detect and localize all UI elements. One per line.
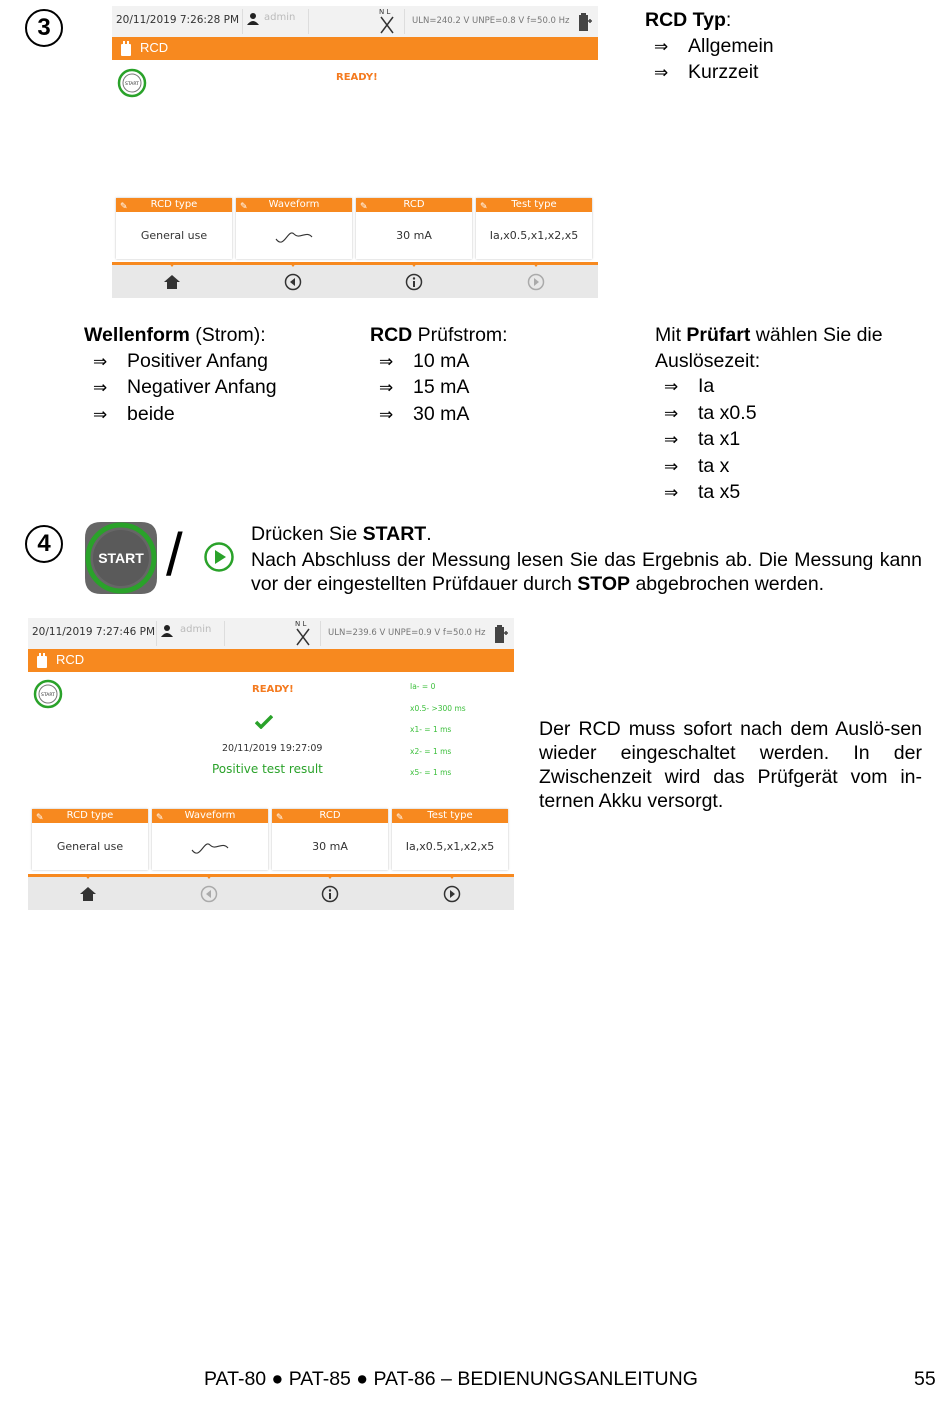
ready-status: READY! [252,684,294,695]
implies-arrow-icon: ⇒ [654,63,669,83]
tick-marker [410,262,418,267]
list-item: ta x5 [698,481,741,503]
implies-arrow-icon: ⇒ [664,456,679,477]
plug-icon [36,652,48,669]
edit-icon: ✎ [360,202,368,212]
start-button-label: START [98,550,144,566]
test-type-section [655,323,940,507]
datetime: 20/11/2019 7:27:46 PM [32,626,156,638]
start-keyword: START [362,523,427,545]
bottom-toolbar [112,262,598,298]
tile-value: 30 mA [312,840,348,853]
stop-keyword: STOP [577,572,631,595]
implies-arrow-icon: ⇒ [664,483,679,503]
list-item: Allgemein [688,34,774,57]
tile-header: Waveform [184,810,236,821]
tile-test-type[interactable] [476,198,592,259]
tile-test-type[interactable] [392,809,508,870]
tile-rcd-type[interactable] [32,809,148,870]
voltage-readout: ULN=240.2 V UNPE=0.8 V f=50.0 Hz [412,16,570,26]
start-icon-label: START [125,82,139,87]
info-icon[interactable] [321,885,339,903]
tick-marker [448,874,456,879]
divider [404,9,405,34]
implies-arrow-icon: ⇒ [379,378,394,398]
implies-arrow-icon: ⇒ [664,403,679,424]
tile-waveform[interactable] [152,809,268,870]
play-icon[interactable] [203,541,235,573]
result-date: 20/11/2019 19:27:09 [222,743,323,754]
text: abgebrochen werden. [630,572,825,595]
divider [308,9,309,34]
edit-icon: ✎ [36,813,44,823]
divider [224,621,225,646]
title-bar [28,649,514,672]
tick-marker [289,262,297,267]
result-line: x5- = 1 ms [410,768,452,777]
tile-header: RCD [403,199,425,210]
back-icon[interactable] [200,885,218,903]
page-number: 55 [914,1368,936,1390]
waveform-title: Wellenform [84,324,190,346]
plug-icon [120,40,132,57]
sine-wave-icon [274,226,314,246]
list-item: 30 mA [413,402,470,425]
start-icon-label: START [41,693,55,698]
text: Drücken Sie [251,523,363,545]
waveform-section [84,323,344,428]
test-current-title: RCD [370,324,413,346]
back-icon[interactable] [284,273,302,291]
user-icon [246,12,260,26]
nl-label: N L [379,8,391,16]
implies-arrow-icon: ⇒ [664,377,679,397]
text: Auslösezeit: [655,349,761,372]
result-line: x2- = 1 ms [410,747,452,756]
status-bar [28,618,514,649]
tile-value: General use [56,840,124,853]
sine-wave-icon [190,837,230,857]
edit-icon: ✎ [396,813,404,823]
implies-arrow-icon: ⇒ [93,378,108,398]
tile-rcd[interactable] [272,809,388,870]
tile-value: Ia,x0.5,x1,x2,x5 [489,229,579,242]
edit-icon: ✎ [120,202,128,212]
battery-note: Der RCD muss sofort nach dem Auslö-sen wieder eingeschaltet werden. In der Zwischenzeit wird das Prüfgerät vom in-ternen Akku versorgt. [539,718,922,812]
battery-plug-icon [577,11,593,33]
start-icon[interactable] [33,679,63,709]
text: Mit [655,324,687,346]
implies-arrow-icon: ⇒ [93,404,108,425]
forward-icon[interactable] [443,885,461,903]
footer-title: PAT-80 ● PAT-85 ● PAT-86 – BEDIENUNGSANLEITUNG [204,1368,698,1390]
edit-icon: ✎ [480,202,488,212]
screen-title: RCD [56,652,85,667]
result-line: Ia- = 0 [410,682,436,691]
tick-marker [168,262,176,267]
implies-arrow-icon: ⇒ [664,430,679,450]
step-3-number: 3 [25,9,63,47]
tile-waveform[interactable] [236,198,352,259]
rcd-type-section [645,8,945,87]
divider [320,621,321,646]
list-item: ta x0.5 [698,401,757,424]
n-l-connection-icon [376,6,398,37]
text: wählen Sie die [750,324,883,346]
tick-marker [84,874,92,879]
implies-arrow-icon: ⇒ [654,36,669,57]
nl-label: N L [295,620,307,628]
tick-marker [326,874,334,879]
tick-marker [205,874,213,879]
tile-header: RCD type [66,810,114,821]
implies-arrow-icon: ⇒ [93,351,108,372]
slash-separator: / [166,521,183,588]
ready-status: READY! [336,72,378,83]
list-item: Kurzzeit [688,61,759,83]
colon: : [725,9,732,31]
result-line: x1- = 1 ms [410,725,452,734]
user-name: admin [180,624,212,635]
implies-arrow-icon: ⇒ [379,404,394,425]
check-icon [255,715,273,729]
device-screen-step3 [112,6,598,298]
tile-header: Test type [511,199,557,210]
tile-value: 30 mA [396,229,432,242]
list-item: 15 mA [413,376,470,398]
start-button-icon[interactable] [83,520,159,596]
battery-plug-icon [493,623,509,645]
list-item: ta x [698,454,730,477]
edit-icon: ✎ [156,813,164,823]
user-icon [160,624,174,638]
test-type-title: Prüfart [686,324,751,346]
list-item: beide [127,402,175,425]
step-4-number: 4 [25,525,63,563]
tile-value: Ia,x0.5,x1,x2,x5 [405,840,495,853]
step4-instructions [251,522,922,596]
tile-rcd-type[interactable] [116,198,232,259]
test-current-subtitle: Prüfstrom: [412,324,508,346]
datetime: 20/11/2019 7:26:28 PM [116,14,240,26]
test-current-section [370,323,620,428]
divider [156,621,157,646]
result-line: x0.5- >300 ms [410,704,466,713]
tile-rcd[interactable] [356,198,472,259]
list-item: Negativer Anfang [127,376,277,398]
tile-header: RCD [319,810,341,821]
edit-icon: ✎ [240,202,248,212]
tile-header: Test type [427,810,473,821]
waveform-subtitle: (Strom): [189,324,266,346]
status-bar [112,6,598,37]
list-item: ta x1 [698,428,741,450]
device-screen-step4 [28,618,514,910]
tile-header: Waveform [268,199,320,210]
tile-value: General use [140,229,208,242]
list-item: Ia [698,375,715,397]
tile-header: RCD type [150,199,198,210]
text: . [426,523,432,545]
info-icon[interactable] [405,273,423,291]
voltage-readout: ULN=239.6 V UNPE=0.9 V f=50.0 Hz [328,628,486,638]
text: Nach Abschluss der Messung lesen Sie das Ergebnis ab. Die Messung kann vor der eingestellten Prüfdauer durch [251,548,922,595]
screen-title: RCD [140,40,169,55]
implies-arrow-icon: ⇒ [379,351,394,372]
user-name: admin [264,12,296,23]
rcd-type-title: RCD Typ [645,9,726,31]
result-text: Positive test result [212,762,323,776]
home-icon[interactable] [163,273,181,291]
home-icon[interactable] [79,885,97,903]
start-icon[interactable] [117,68,147,98]
bottom-toolbar [28,874,514,910]
list-item: 10 mA [413,349,470,372]
list-item: Positiver Anfang [127,349,268,372]
tick-marker [532,262,540,267]
divider [242,9,243,34]
forward-icon[interactable] [527,273,545,291]
n-l-connection-icon [292,618,314,649]
title-bar [112,37,598,60]
edit-icon: ✎ [276,813,284,823]
